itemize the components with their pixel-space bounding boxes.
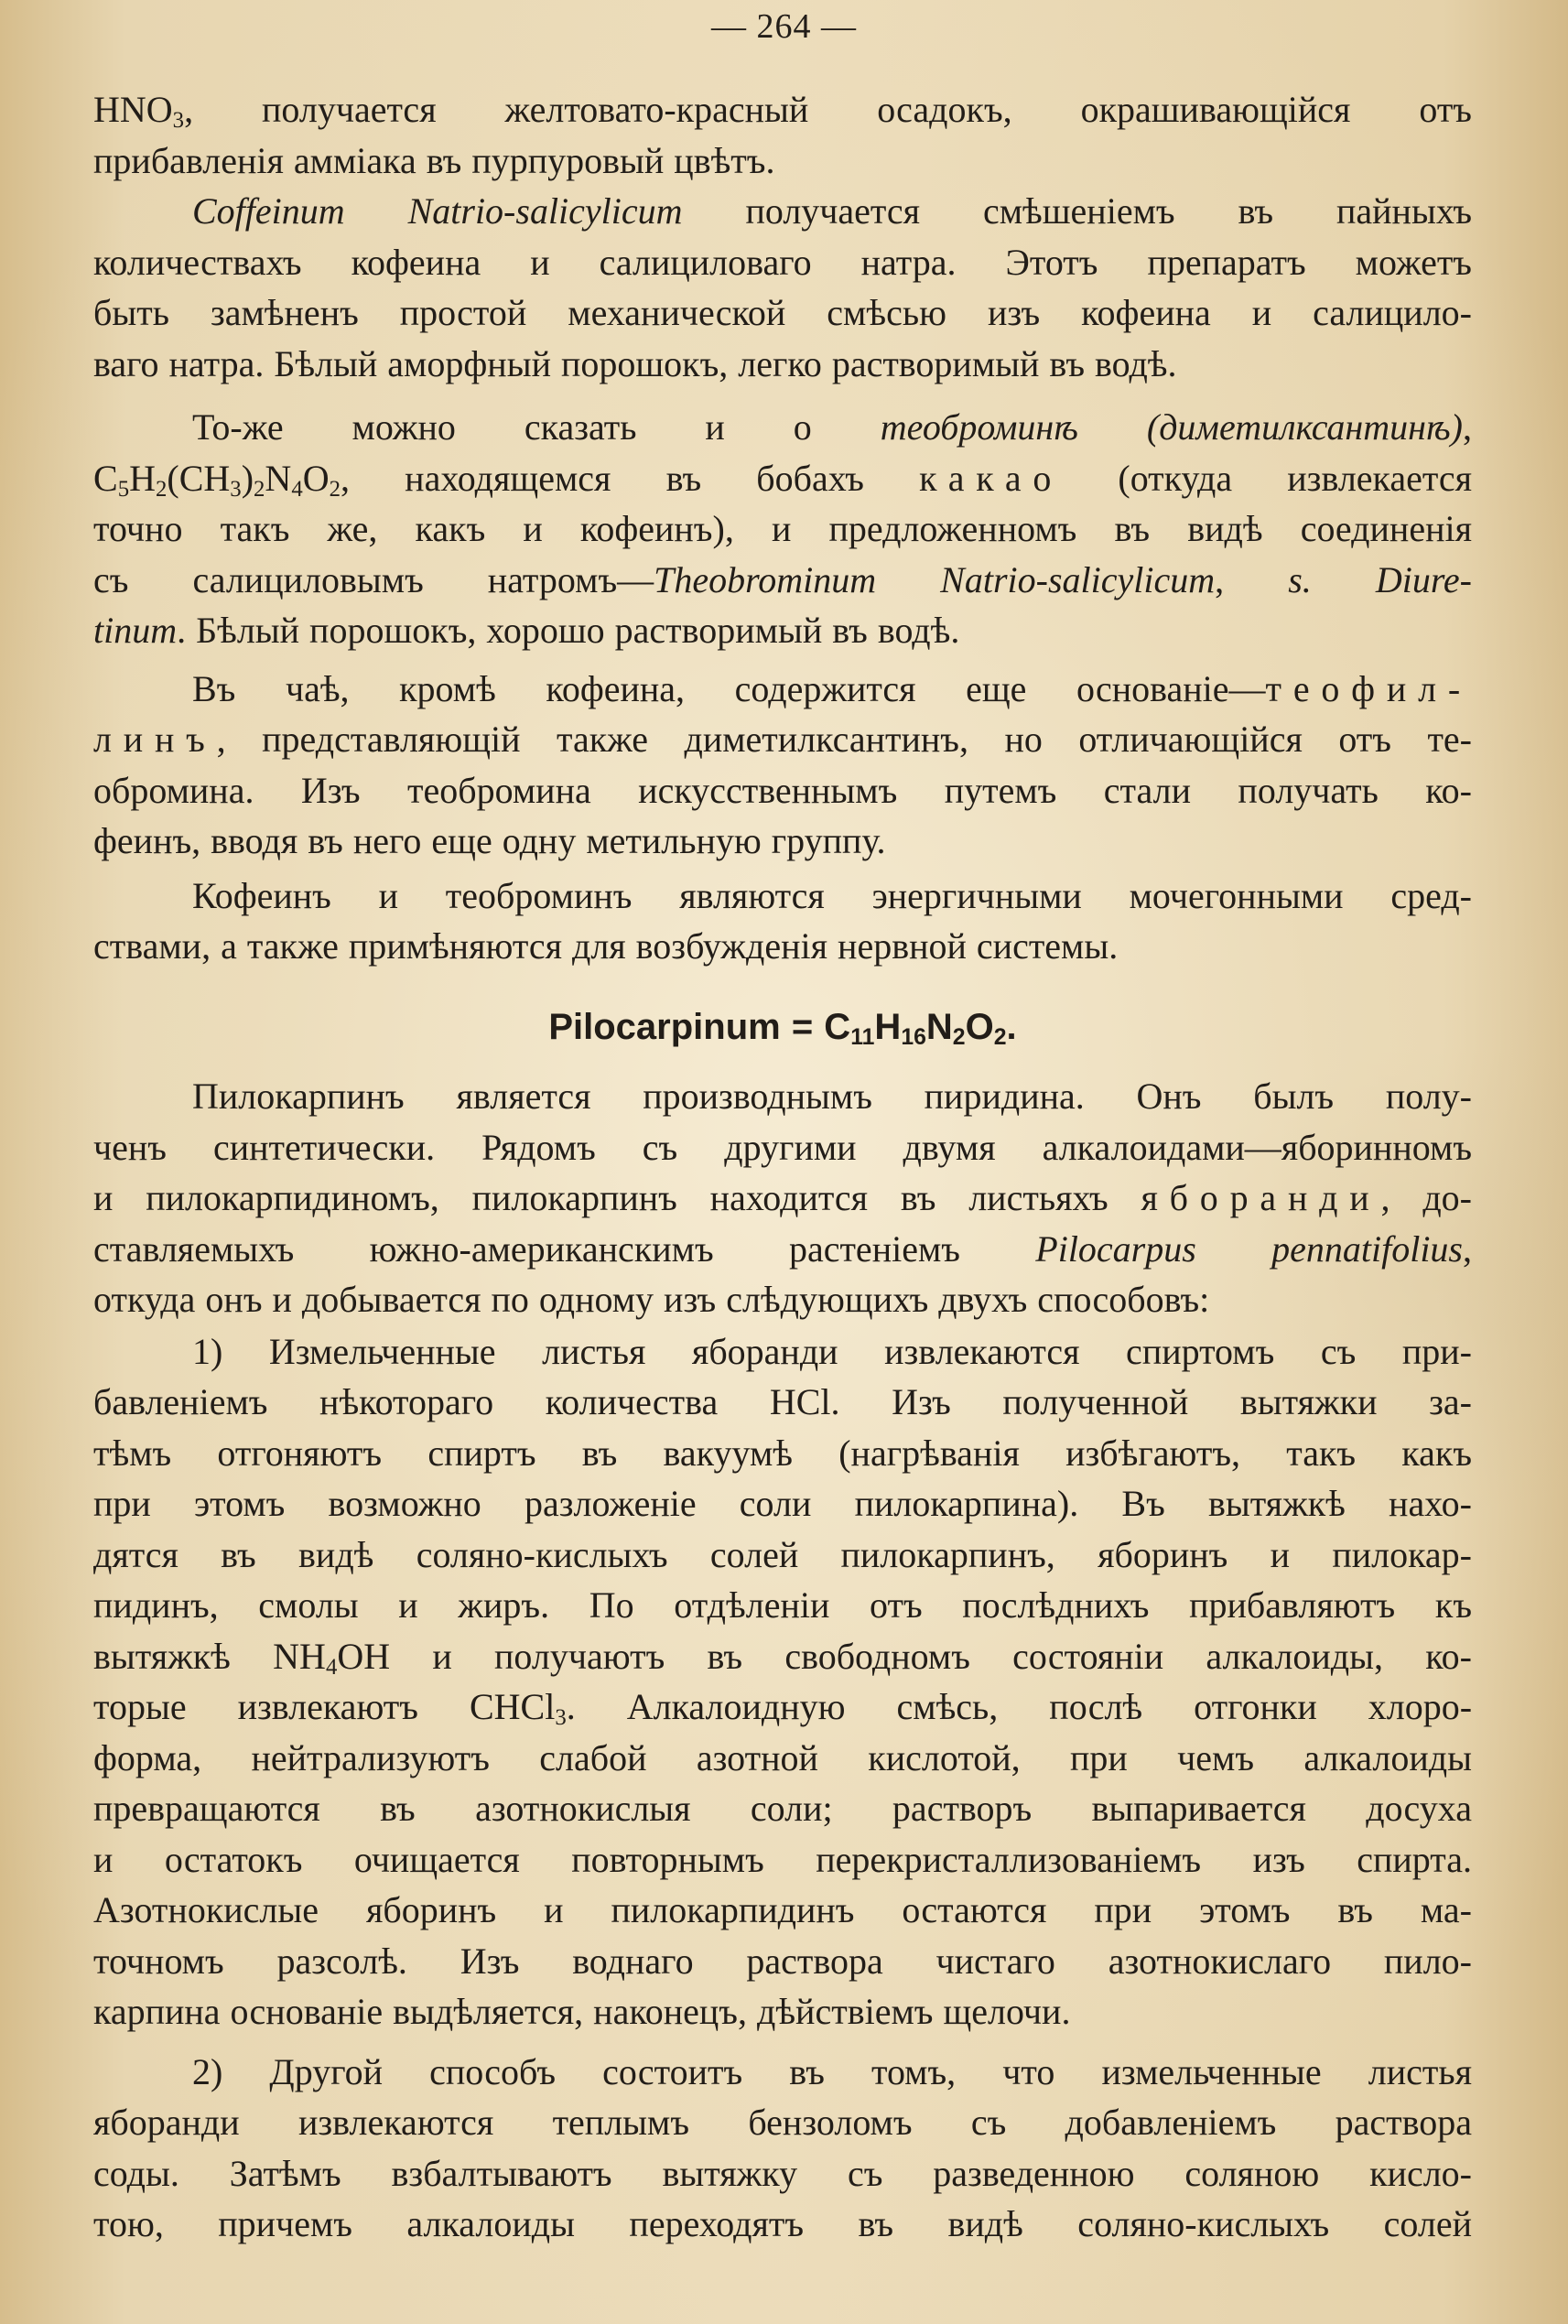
text-run: Pilocarpinum = C [548, 1006, 851, 1047]
paragraph [93, 1326, 1472, 2038]
text-run: 2) Другой способъ состоитъ въ томъ, что измельченные листья [192, 2050, 1472, 2092]
text-run: и пилокарпидиномъ, пилокарпинъ находится въ листьяхъ [93, 1177, 1141, 1218]
text-run: и остатокъ очищается повторнымъ перекристаллизованіемъ изъ спирта. [93, 1838, 1472, 1880]
text-run: при этомъ возможно разложеніе соли пилокарпина). Въ вытяжкѣ нахо- [93, 1483, 1472, 1524]
text-line [93, 1885, 1472, 1936]
text-line [93, 287, 1472, 339]
subscript: 5 [117, 476, 130, 502]
italic-text: теоброминѣ (диметилксантинѣ) [880, 406, 1463, 448]
text-run: превращаются въ азотнокислыя соли; растворъ выпаривается досуха [93, 1788, 1472, 1829]
text-run: ) [241, 457, 254, 499]
text-line [93, 921, 1472, 972]
text-line [93, 1224, 1472, 1275]
heading-line [93, 1002, 1472, 1054]
text-line [93, 453, 1472, 504]
text-run: откуда онъ и добывается по одному изъ слѣдующихъ двухъ способовъ: [93, 1279, 1210, 1320]
subscript: 2 [993, 1024, 1007, 1050]
text-run: ченъ синтетически. Рядомъ съ другими двумя алкалоидами—яборинномъ [93, 1126, 1472, 1168]
text-run: дятся въ видѣ соляно-кислыхъ солей пилокарпинъ, яборинъ и пилокар- [93, 1533, 1472, 1575]
spaced-text: линъ [93, 719, 217, 760]
italic-text: Theobrominum Natrio-salicylicum [654, 558, 1216, 600]
italic-text: Pilocarpus pennatifolius [1035, 1227, 1463, 1270]
text-line [93, 1530, 1472, 1581]
text-run: (откуда извлекается [1063, 457, 1472, 499]
text-line [93, 2097, 1472, 2148]
text-run: O [965, 1006, 994, 1047]
page-number: — 264 — [711, 7, 857, 46]
text-line [93, 84, 1472, 135]
text-run: тѣмъ отгоняютъ спиртъ въ вакуумѣ (нагрѣванія избѣгаютъ, такъ какъ [93, 1432, 1472, 1474]
subscript: 3 [172, 107, 185, 133]
text-run: , находящемся въ бобахъ [341, 457, 920, 499]
text-run: прибавленія амміака въ пурпуровый цвѣтъ. [93, 139, 775, 181]
italic-text: Coffeinum Natrio-salicylicum [192, 190, 683, 232]
text-line [93, 2148, 1472, 2200]
text-line [93, 402, 1472, 453]
text-run: ствами, а также примѣняются для возбужденія нервной системы. [93, 925, 1119, 967]
paragraph [93, 664, 1472, 867]
text-line [93, 664, 1472, 715]
paragraph [93, 870, 1472, 972]
text-run: быть замѣненъ простой механической смѣсью изъ кофеина и салицило- [93, 292, 1472, 333]
subscript: 2 [155, 476, 168, 502]
text-run: , представляющій также диметилксантинъ, но отличающійся отъ те- [216, 719, 1472, 760]
spaced-text: яборанди [1141, 1177, 1381, 1218]
text-run: обромина. Изъ теобромина искусственнымъ путемъ стали получать ко- [93, 769, 1472, 811]
text-line [93, 2047, 1472, 2098]
page-body [93, 84, 1472, 2250]
text-line [93, 1122, 1472, 1173]
text-line [93, 186, 1472, 237]
text-run: H [129, 457, 156, 499]
text-run: Въ чаѣ, кромѣ кофеина, содержится еще основаніе— [192, 667, 1266, 709]
text-line [93, 1377, 1472, 1428]
spaced-text: какао [919, 457, 1064, 499]
italic-text: tinum [93, 610, 178, 651]
text-line [93, 2199, 1472, 2250]
text-run: OH и получаютъ въ свободномъ состояніи алкалоиды, ко- [337, 1635, 1472, 1677]
text-run: N [925, 1006, 953, 1047]
text-run: точномъ разсолѣ. Изъ воднаго раствора чистаго азотнокислаго пило- [93, 1940, 1472, 1982]
text-run: O [302, 457, 330, 499]
text-run: количествахъ кофеина и салициловаго натра. Этотъ препаратъ можетъ [93, 241, 1472, 283]
text-run: , до- [1380, 1177, 1472, 1218]
text-run: , [1463, 406, 1472, 448]
text-run: 1) Измельченные листья яборанди извлекаются спиртомъ съ при- [192, 1330, 1472, 1372]
text-run: , [1215, 558, 1289, 600]
subscript: 16 [901, 1024, 926, 1050]
text-line [93, 1071, 1472, 1122]
text-line [93, 503, 1472, 555]
text-run: HNO [93, 89, 173, 130]
subscript: 4 [325, 1654, 338, 1680]
text-line [93, 237, 1472, 288]
subscript: 4 [291, 476, 303, 502]
paragraph [93, 186, 1472, 389]
subscript: 3 [230, 476, 242, 502]
text-line [93, 1173, 1472, 1224]
text-line [93, 1428, 1472, 1479]
paragraph [93, 1071, 1472, 1325]
paragraph [93, 2047, 1472, 2250]
text-line [93, 1986, 1472, 2038]
text-line [93, 1936, 1472, 1987]
text-line [93, 1834, 1472, 1886]
text-run: . Бѣлый порошокъ, хорошо растворимый въ водѣ. [177, 610, 960, 651]
subscript: 11 [850, 1024, 875, 1050]
text-line [93, 135, 1472, 187]
subscript: 2 [254, 476, 265, 502]
paragraph [93, 402, 1472, 656]
text-run: C [93, 457, 118, 499]
text-run: . Алкалоидную смѣсь, послѣ отгонки хлоро- [566, 1686, 1473, 1727]
text-run: . [1006, 1006, 1017, 1047]
text-run: H [874, 1006, 902, 1047]
text-run: съ салициловымъ натромъ— [93, 558, 654, 600]
text-line [93, 1681, 1472, 1733]
text-run: соды. Затѣмъ взбалтываютъ вытяжку съ разведенною соляною кисло- [93, 2152, 1472, 2194]
text-run: Кофеинъ и теоброминъ являются энергичными мочегонными сред- [192, 874, 1472, 916]
subscript: 2 [329, 476, 341, 502]
text-line [93, 1274, 1472, 1325]
text-line [93, 605, 1472, 656]
text-line [93, 1478, 1472, 1530]
text-run: Пилокарпинъ является производнымъ пиридина. Онъ былъ полу- [192, 1076, 1472, 1117]
spaced-text: теофил- [1265, 667, 1472, 709]
text-line [93, 714, 1472, 765]
text-line [93, 1783, 1472, 1834]
text-run: форма, нейтрализуютъ слабой азотной кислотой, при чемъ алкалоиды [93, 1736, 1472, 1778]
text-run: получается смѣшеніемъ въ пайныхъ [682, 190, 1472, 232]
text-run: (CH [167, 457, 231, 499]
text-run: ставляемыхъ южно-американскимъ растеніемъ [93, 1227, 1036, 1270]
italic-text: s. Diure- [1288, 558, 1472, 600]
text-line [93, 1326, 1472, 1378]
text-line [93, 339, 1472, 390]
subscript: 3 [555, 1704, 567, 1730]
text-run: То-же можно сказать и о [192, 406, 881, 448]
text-run: карпина основаніе выдѣляется, наконецъ, дѣйствіемъ щелочи. [93, 1991, 1071, 2032]
text-run: вытяжкѣ NH [93, 1635, 326, 1677]
text-run: ваго натра. Бѣлый аморфный порошокъ, легко растворимый въ водѣ. [93, 342, 1177, 384]
text-run: Азотнокислые яборинъ и пилокарпидинъ остаются при этомъ въ ма- [93, 1889, 1472, 1930]
text-line [93, 555, 1472, 606]
section-heading [93, 1002, 1472, 1054]
text-run: феинъ, вводя въ него еще одну метильную группу. [93, 820, 886, 861]
text-run: , получается желтовато-красный осадокъ, окрашивающійся отъ [184, 89, 1472, 130]
text-run: точно такъ же, какъ и кофеинъ), и предложенномъ въ видѣ соединенія [93, 508, 1472, 549]
text-run: торые извлекаютъ CHCl [93, 1686, 556, 1727]
text-line [93, 870, 1472, 922]
text-run: , [1463, 1227, 1472, 1270]
text-run: бавленіемъ нѣкотораго количества HCl. Изъ полученной вытяжки за- [93, 1381, 1472, 1422]
subscript: 2 [952, 1024, 966, 1050]
text-line [93, 1580, 1472, 1631]
text-run: тою, причемъ алкалоиды переходятъ въ видѣ соляно-кислыхъ солей [93, 2203, 1472, 2244]
text-run: яборанди извлекаются теплымъ бензоломъ съ добавленіемъ раствора [93, 2102, 1472, 2143]
text-run: пидинъ, смолы и жиръ. По отдѣленіи отъ послѣднихъ прибавляютъ къ [93, 1584, 1472, 1626]
text-line [93, 816, 1472, 867]
text-line [93, 1733, 1472, 1784]
text-line [93, 765, 1472, 816]
text-run: N [265, 457, 292, 499]
text-line [93, 1631, 1472, 1682]
paragraph [93, 84, 1472, 186]
